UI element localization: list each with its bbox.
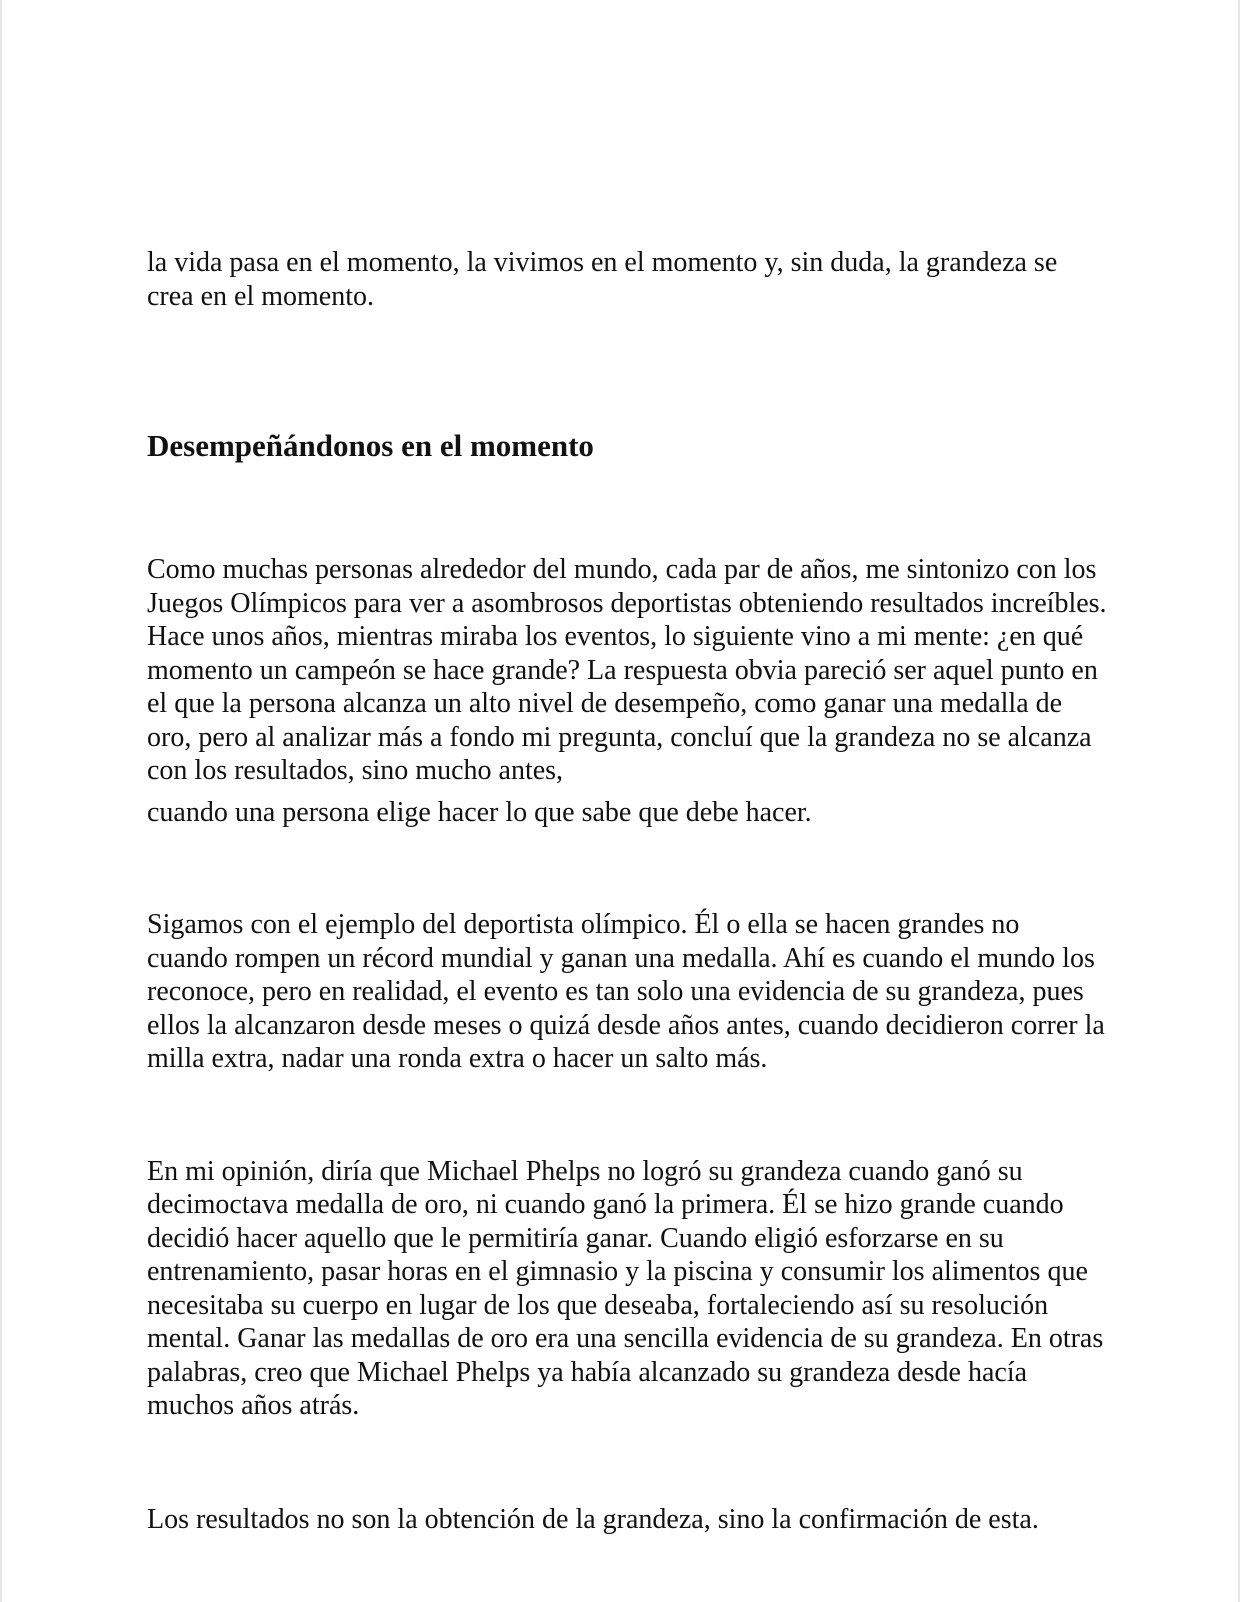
page-edge-left bbox=[0, 0, 2, 1602]
paragraph-olympics-last-line: cuando una persona elige hacer lo que sabe que debe hacer. bbox=[147, 796, 812, 828]
intro-paragraph: la vida pasa en el momento, la vivimos en el momento y, sin duda, la grandeza se crea en el momento. bbox=[147, 247, 1058, 312]
page-content bbox=[147, 246, 1107, 1536]
paragraph-michael-phelps: En mi opinión, diría que Michael Phelps no logró su grandeza cuando ganó su decimoctava medalla de oro, ni cuando ganó la primera. Él se hizo grande cuando decidió hacer aquello que le permitiría ganar. Cuando eligió esforzarse en su entrenamiento, pasar horas en el gimnasio y la piscina y consumir los alimentos que necesitaba su cuerpo en lugar de los que deseaba, fortaleciendo así su resolución mental. Ganar las medallas de oro era una sencilla evidencia de su grandeza. En otras palabras, creo que Michael Phelps ya había alcanzado su grandeza desde hacía muchos años atrás. bbox=[147, 1155, 1104, 1421]
section-heading: Desempeñándonos en el momento bbox=[147, 428, 594, 463]
paragraph-olympics bbox=[147, 553, 1107, 829]
paragraph-olympics-main: Como muchas personas alrededor del mundo, cada par de años, me sintonizo con los Juegos Olímpicos para ver a asombrosos deportistas obteniendo resultados increíbles. Hace unos años, mientras miraba los eventos, lo siguiente vino a mi mente: ¿en qué momento un campeón se hace grande? La respuesta obvia pareció ser aquel punto en el que la persona alcanza un alto nivel de desempeño, como ganar una medalla de oro, pero al analizar más a fondo mi pregunta, concluí que la grandeza no se alcanza con los resultados, sino mucho antes, bbox=[147, 554, 1107, 786]
paragraph-athlete-example: Sigamos con el ejemplo del deportista olímpico. Él o ella se hacen grandes no cuando rompen un récord mundial y ganan una medalla. Ahí es cuando el mundo los reconoce, pero en realidad, el evento es tan solo una evidencia de su grandeza, pues ellos la alcanzaron desde meses o quizá desde años antes, cuando decidieron correr la milla extra, nadar una ronda extra o hacer un salto más. bbox=[147, 909, 1105, 1074]
paragraph-conclusion: Los resultados no son la obtención de la grandeza, sino la confirmación de esta. bbox=[147, 1503, 1039, 1535]
